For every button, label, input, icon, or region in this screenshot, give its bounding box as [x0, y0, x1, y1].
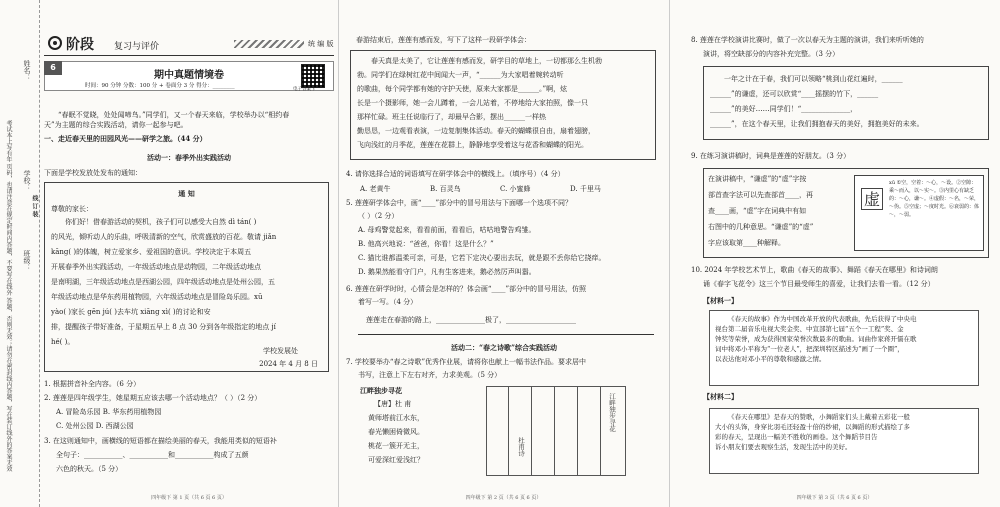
notice-lead: 下面是学校发放处发布的通知：	[44, 169, 142, 177]
question-5-answer[interactable]: （ ）（2 分）	[358, 212, 399, 220]
material-2-line: 大小的头饰，身穿比羽毛还轻盈十倍的纱裙，以舞蹈的形式描绘了多	[715, 423, 910, 431]
q5-option: A. 母鸡警觉起来，看看前面，看看后，咕咕地警告鸡雏。	[358, 226, 536, 234]
exam-title: 期中真题情境卷	[154, 70, 224, 81]
calligraphy-grid[interactable]	[486, 386, 626, 476]
dictionary-line[interactable]: 查____画，“虚”字在词典中有如	[708, 207, 807, 215]
question-6: 6. 莲莲在研学时时，心情会是怎样的？体会画“____”部分中的冒号用法，仿照	[346, 285, 587, 293]
notice-line: 排，提醒孩子带好准备，于星期五早上 8 点 30 分到各年级指定的地点 jí	[51, 323, 276, 331]
notice-title: 通 知	[178, 189, 195, 198]
material-1-line: 词中将邓小平称为“一位老人”，把深圳特区描述为“画了一个圈”，	[715, 345, 904, 353]
class-label: 班级：	[23, 250, 31, 271]
school-label: 学校：	[23, 170, 31, 191]
question-10: 10. 2024 年学校艺术节上，歌曲《春天的故事》、舞蹈《春天在哪里》和诗词朗	[691, 266, 938, 274]
exam-banner	[44, 61, 334, 91]
poem-title: 江畔独步寻花	[360, 386, 402, 395]
question-1: 1. 根据拼音补全内容。（6 分）	[44, 380, 141, 388]
notice-line: 年级活动地点是华东药用植物园，六年级活动地点是冒险岛乐园。xū	[51, 293, 263, 301]
notice-line: kāng( )的体魄，树立爱家乡、爱祖国的意识。学校决定于本周五	[51, 248, 252, 256]
material-1-line: 以表达他对邓小平的尊敬和感激之情。	[715, 355, 826, 363]
dictionary-line[interactable]: 部首查字法可以先查部首____，再	[708, 191, 813, 199]
q5-option: C. 猫比谁都温柔可亲，可是，它若下定决心要出去玩，就是跟不丢你给它挠痒。	[358, 254, 606, 262]
stage-logo-icon	[48, 36, 62, 50]
question-8: 8. 莲莲在学校演讲比赛时，做了一次以春天为主题的演讲，我们来听听她的	[691, 36, 924, 44]
intro-line: 天”为主题的综合实践活动，请你一起参与吧。	[44, 121, 188, 129]
dictionary-line[interactable]: 字应该取第____种解释。	[708, 239, 785, 247]
poem-author: 【唐】杜 甫	[374, 400, 412, 408]
stage-subtitle: 复习与评价	[114, 42, 160, 52]
question-5: 5. 莲莲研学体会中，画“____”部分中的冒号用法与下面哪一个选项不同？	[346, 199, 573, 207]
question-3: 3. 在这则通知中，画横线的短语都在描绘美丽的春天，我能用类似的短语补	[44, 437, 277, 445]
material-1-line: 《春天的故事》作为中国改革开放的代表歌曲，先后获得了中央电	[728, 315, 917, 323]
edition-label: 统 编 版	[308, 40, 334, 48]
speech-line[interactable]: ______”的谦虚，还可以欣赏“____摇摆的竹下，______	[710, 90, 879, 98]
dictionary-line: 右图中的几种意思。“谦虚”的“虚”	[708, 223, 814, 231]
question-2-options: C. 处州公园 D. 西湖公园	[56, 422, 134, 430]
question-7-line: 书写，注意上下左右对齐，力求美观。（5 分）	[358, 371, 502, 379]
passage-lead: 春游结束后，莲莲有感而发，写下了这样一段研学体会：	[356, 36, 531, 44]
dictionary-line: 在演讲稿中，“谦虚”的“虚”字按	[708, 175, 807, 183]
scroll-column	[510, 387, 532, 475]
dictionary-entry	[854, 175, 984, 251]
material-1-line: 视台第二届音乐电视大奖金奖、中宣部第七届“五个一工程”奖、金	[715, 325, 904, 333]
passage-line: 那样忙碌。班主任说临行了，却最早合影，摆出______一样热	[357, 113, 546, 121]
scroll-title-text: 江畔独步寻花	[608, 393, 616, 432]
material-2-label: 【材料二】	[703, 392, 738, 401]
q4-option: C. 小蜜蜂	[500, 185, 531, 193]
notice-line: 开展春季外出实践活动，一年级活动地点是动物园，二年级活动地点	[51, 263, 261, 271]
material-2-line: 《春天在哪里》是春天的赞歌，小舞蹈家们头上戴着五彩花一般	[728, 413, 910, 421]
notice-signature: 学校发展处	[263, 347, 298, 355]
question-2: 2. 莲莲是四年级学生，她星期五应该去哪一个活动地点？（ ）（2 分）	[44, 394, 262, 402]
passage-line: 长是一个摄影师，她一会儿蹲着，一会儿站着，不停地给大家拍照，像一只	[357, 99, 588, 107]
scroll-author-text: 杜甫诗	[517, 437, 525, 457]
exam-page-2	[338, 0, 669, 507]
page-footer: 四年级下 第 3 页（共 6 页 6 页）	[796, 495, 873, 501]
question-3-line[interactable]: 全句子：___________、___________和___________构成了五颜	[56, 451, 249, 459]
section-heading: 一、走近春天里的田园风光——研学之旅。（44 分）	[44, 134, 207, 143]
notice-date: 2024 年 4 月 8 日	[259, 360, 318, 368]
material-2-line: 彩的春天，呈现出一幅美不胜收的画卷。这个舞蹈节目告	[715, 433, 878, 441]
passage-line: 勃。同学们在绿树红花中间闻大一声，“______为大家唱着婉转动听	[357, 71, 564, 79]
activity-heading: 活动一：春季外出实践活动	[147, 153, 231, 162]
binding-margin	[0, 0, 40, 507]
passage-box	[350, 50, 656, 160]
speech-line[interactable]: ______”，在这个春天里，让我们拥抱春天的美好，拥抱美好的未来。	[710, 120, 924, 128]
notice-line: hé( )。	[51, 338, 75, 346]
binding-line-label: 线 订 装	[31, 195, 38, 218]
activity-heading: 活动二：“春之诗歌”综合实践活动	[450, 343, 558, 352]
question-10-line: 诵《春字飞花令》这三个节目最受师生的喜爱，让我们去看一看。（12 分）	[703, 280, 935, 288]
passage-line: 的歌曲，每个同学都有她的守护天使，原来大家都是______。”啊，炫	[357, 85, 568, 93]
stage-title: 阶段	[66, 37, 94, 53]
answer-line[interactable]	[358, 334, 654, 335]
poem-line: 可爱深红爱浅红？	[368, 456, 424, 464]
binding-notice: 考试本上写有年 页码，也请注意在规定时间内答题，不要写在线外 答题，否则无效；请勿在密封线内答题，写在装订线外的答案无效	[5, 120, 12, 472]
name-label: 姓名：	[23, 60, 31, 81]
poem-block	[360, 386, 470, 476]
question-8-line: 演讲，将空缺部分的内容补充完整。（3 分）	[703, 50, 840, 58]
notice-line: 你们好！借春游活动的契机，孩子们可以感受大自然 dì tán( )	[65, 218, 257, 226]
question-6-line: 着写一写。（4 分）	[358, 298, 418, 306]
scroll-column	[533, 387, 555, 475]
notice-greeting: 尊敬的家长：	[51, 205, 93, 213]
poem-line: 春光懒困倚微风。	[368, 428, 424, 436]
exam-meta: 时间：90 分钟 分数：100 分 + 卷面分 3 分 得分：________	[85, 83, 235, 89]
passage-line: 飞向浅红的月季花，莲莲在花群上，静静地享受着这与花香和蝴蝶的阳光。	[357, 141, 588, 149]
q4-option: D. 千里马	[570, 185, 601, 193]
material-2-box	[709, 408, 979, 474]
material-1-label: 【材料一】	[703, 296, 738, 305]
notice-line: 的风光，倾听动人的乐曲，呼吸清新的空气，欣赏盛放的百花。敬请 jiǎn	[51, 233, 277, 241]
page-fold-divider	[669, 0, 670, 507]
page-footer: 四年级下 第 1 页（共 6 页 6 页）	[151, 495, 227, 501]
material-1-box	[709, 310, 979, 386]
qr-label: 电子答案卡	[293, 87, 316, 92]
question-4: 4. 请你选择合适的词语填写在研学体会中的横线上。（填序号）（4 分）	[346, 170, 565, 178]
dictionary-definitions: xū ①空，空着：～心，～设。②空隙：乘～而入，以～实～。③内里心有缺乏的：～心，谦～。④虚假：～名，～荣，～伪。⑤空虚；～度时光。⑥衰弱的：体～，～弱。	[889, 180, 980, 218]
intro-line: “春眠不觉晓，处处闻啼鸟。”同学们，又一个春天来临，学校举办以“相约春	[58, 111, 290, 119]
material-2-line: 诉小朋友们要去观察生活，发现生活中的美好。	[715, 443, 852, 451]
q4-option: B. 百灵鸟	[430, 185, 461, 193]
speech-box	[703, 66, 989, 140]
page-fold-divider	[338, 0, 339, 507]
question-9: 9. 在练习演讲稿时，词典是莲莲的好朋友。（3 分）	[691, 152, 851, 160]
exam-page-1	[0, 0, 338, 507]
q4-option: A. 老黄牛	[360, 185, 391, 193]
q5-option: D. 鹅果然能看守门户，凡有生客进来，鹅必然厉声叫嚣。	[358, 268, 536, 276]
question-2-options: A. 冒险岛乐园 B. 华东药用植物园	[56, 408, 162, 416]
poem-line: 桃花一簇开无主，	[368, 442, 424, 450]
header-rule	[44, 55, 334, 56]
scroll-column	[487, 387, 509, 475]
question-3-line: 六色的秋天。（5 分）	[56, 465, 123, 473]
exam-number-badge: 6	[44, 61, 62, 75]
notice-line: yào( )家长 gēn jú( )去车坑 xiāng xì( )的讨论和安	[51, 308, 211, 316]
passage-line: 春天真是太美了，它让莲莲有感而发，研学目的草地上，一切都那么生机勃	[371, 57, 602, 65]
question-6-prompt[interactable]: 莲莲走在春游的路上，______________极了，____________________	[366, 316, 576, 324]
notice-line: 是南明湖，三年级活动地点是西湖公园，四年级活动地点是处州公园，五	[51, 278, 275, 286]
header-hatch-decoration	[234, 40, 304, 48]
scroll-column	[556, 387, 578, 475]
poem-line: 黄师塔前江水东，	[368, 414, 424, 422]
qr-code-icon[interactable]	[301, 64, 325, 88]
question-7: 7. 学校要举办“春之诗歌”优秀作业展，请将你也献上一幅书法作品。要求居中	[346, 358, 587, 366]
scroll-column	[579, 387, 601, 475]
dictionary-box	[703, 168, 989, 258]
page-footer: 四年级下 第 2 页（共 6 页 6 页）	[465, 495, 542, 501]
speech-line[interactable]: 一年之计在于春，我们可以领略“桃到山花红遍时，______	[724, 75, 903, 83]
material-1-line: 钟奖等荣誉，成为获得国家荣誉次数最多的歌曲。词曲作家蒋开儒在歌	[715, 335, 917, 343]
speech-line[interactable]: ______”的美好……同学们！“______________，	[710, 105, 858, 113]
exam-page-3	[669, 0, 1000, 507]
dictionary-character: 虚	[861, 188, 883, 210]
q5-option: B. 他高兴地说：“爸爸，你看！这是什么？”	[358, 240, 494, 248]
passage-line: 勤恳恳，一边观看表演，一边复制集体活动。春天的蝴蝶很自由，扇着翅膀，	[357, 127, 595, 135]
notice-box	[44, 182, 329, 372]
